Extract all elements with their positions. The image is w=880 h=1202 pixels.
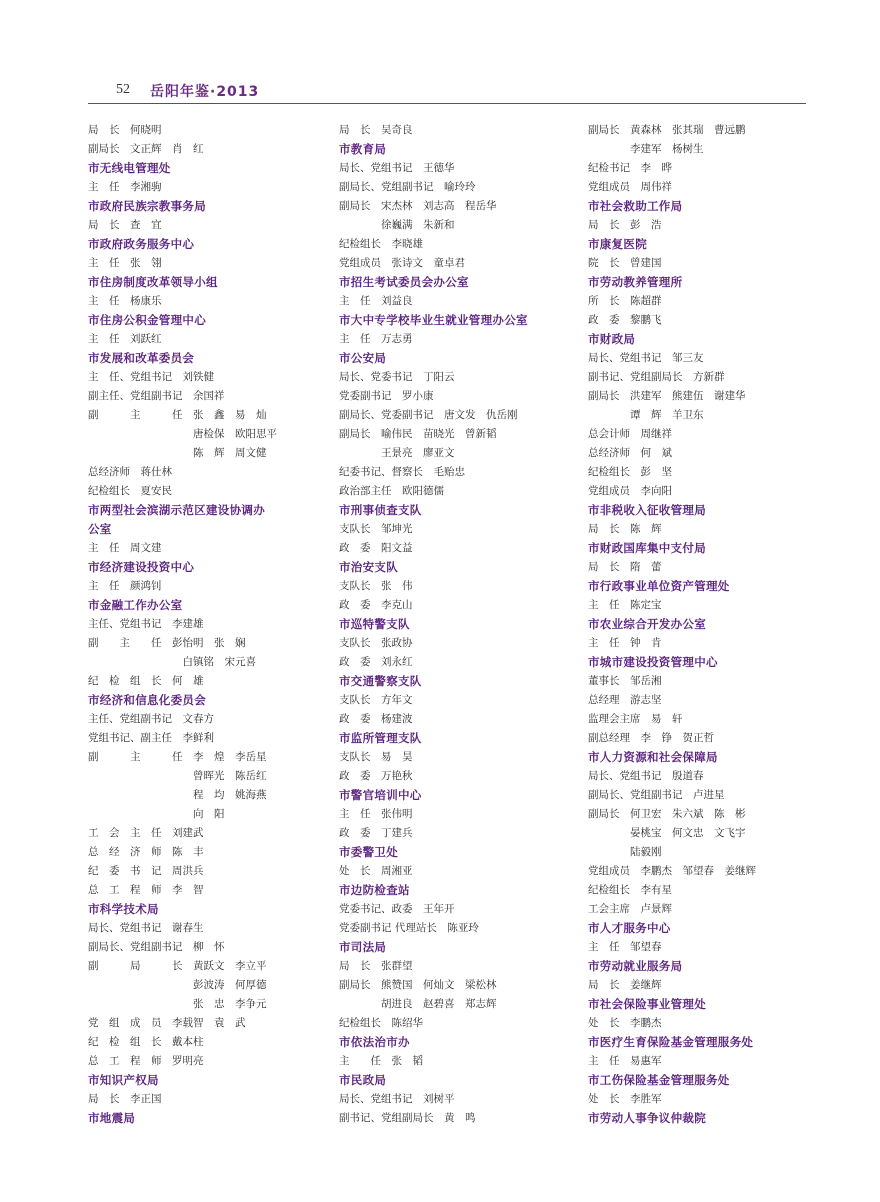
personnel-line: 党 组 成 员 李载智 袁 武 [88,1017,246,1029]
personnel-line: 纪检书记 李 晔 [588,162,672,174]
personnel-line: 纪检组长 李晓雄 [339,238,423,250]
personnel-line: 纪 检 组 长 戴本柱 [88,1036,204,1048]
personnel-line: 副局长 何卫宏 朱六斌 陈 彬 [588,808,746,820]
personnel-line: 总经理 游志坚 [588,694,662,706]
personnel-line: 纪检组长 夏安民 [88,485,172,497]
personnel-line: 副 局 长 黄跃文 李立平 [88,960,267,972]
section-heading: 市地震局 [88,1111,136,1125]
personnel-line: 政治部主任 欧阳德儒 [339,485,444,497]
personnel-line: 支队长 易 昊 [339,751,413,763]
section-heading: 市交通警察支队 [339,674,422,688]
personnel-line: 党组成员 李向阳 [588,485,672,497]
personnel-line: 工会主席 卢景辉 [588,903,672,915]
section-heading: 市康复医院 [588,237,647,251]
personnel-line: 主 任 陈定宝 [588,599,662,611]
personnel-line: 主 任 邹望春 [588,941,662,953]
personnel-line: 副局长 喻伟民 苗晓光 曾新韬 [339,428,497,440]
section-heading: 市财政局 [588,332,636,346]
personnel-line: 局 长 吴奇良 [339,124,413,136]
continuation-line: 唐检保 欧阳思平 [88,428,277,440]
continuation-line: 彭波涛 何厚德 [88,979,267,991]
section-heading: 市社会保险事业管理处 [588,997,706,1011]
personnel-line: 主 任 万志勇 [339,333,413,345]
personnel-line: 副局长、党组副书记 卢进星 [588,789,725,801]
personnel-line: 局长、党组书记 谢春生 [88,922,204,934]
section-heading: 市科学技术局 [88,902,159,916]
personnel-line: 党委副书记 罗小康 [339,390,434,402]
personnel-line: 总经济师 蒋仕林 [88,466,172,478]
column-right [588,121,820,1128]
continuation-line: 程 均 姚海燕 [88,789,267,801]
personnel-line: 主 任 杨康乐 [88,295,162,307]
personnel-line: 副 主 任 彭怡明 张 娴 [88,637,246,649]
section-heading: 市边防检查站 [339,883,410,897]
personnel-line: 党委书记、政委 王年开 [339,903,455,915]
personnel-line: 局 长 彭 浩 [588,219,662,231]
personnel-line: 局 长 张群望 [339,960,413,972]
section-heading: 市住房公积金管理中心 [88,313,206,327]
personnel-line: 主 任 易惠军 [588,1055,662,1067]
personnel-line: 党组成员 李鹏杰 邹望春 姜继辉 [588,865,756,877]
section-heading: 市依法治市办 [339,1035,410,1049]
personnel-line: 主 任 刘益良 [339,295,413,307]
personnel-line: 董事长 邹岳湘 [588,675,662,687]
personnel-line: 局长、党组书记 殷道春 [588,770,704,782]
section-heading: 市两型社会滨湖示范区建设协调办 [88,503,265,517]
personnel-line: 监理会主席 易 轩 [588,713,683,725]
section-heading: 市司法局 [339,940,387,954]
personnel-line: 局长、党委书记 丁阳云 [339,371,455,383]
continuation-line: 李建军 杨树生 [588,143,704,155]
personnel-line: 主任、党组书记 李建雄 [88,618,204,630]
section-heading: 市人力资源和社会保障局 [588,750,718,764]
section-heading: 市政府民族宗教事务局 [88,199,206,213]
personnel-line: 局 长 查 宜 [88,219,162,231]
personnel-line: 党组书记、副主任 李鲜利 [88,732,214,744]
personnel-line: 副局长 文正辉 肖 红 [88,143,204,155]
personnel-line: 副局长 黄森林 张其瑞 曹远鹏 [588,124,746,136]
personnel-line: 副书记、党组副局长 方新群 [588,371,725,383]
personnel-line: 党组成员 张诗文 童卓君 [339,257,465,269]
personnel-line: 局长、党组书记 邹三友 [588,352,704,364]
personnel-line: 副局长、党组副书记 喻玲玲 [339,181,476,193]
personnel-line: 局 长 何晓明 [88,124,162,136]
personnel-line: 局 长 陈 辉 [588,523,662,535]
section-heading: 市招生考试委员会办公室 [339,275,469,289]
section-heading: 市知识产权局 [88,1073,159,1087]
running-header [88,80,806,102]
section-heading: 市住房制度改革领导小组 [88,275,218,289]
personnel-line: 主 任 张 韬 [339,1055,423,1067]
personnel-line: 副 主 任 李 煌 李岳星 [88,751,267,763]
section-heading: 市经济建设投资中心 [88,560,195,574]
personnel-line: 处 长 李鹏杰 [588,1017,662,1029]
personnel-line: 总 经 济 师 陈 丰 [88,846,204,858]
personnel-line: 副总经理 李 铮 贺正哲 [588,732,714,744]
personnel-line: 副局长、党委副书记 唐文发 仇岳刚 [339,409,518,421]
personnel-line: 主 任、党组书记 刘铁健 [88,371,214,383]
personnel-line: 总 工 程 师 李 智 [88,884,204,896]
section-heading: 市社会救助工作局 [588,199,683,213]
continuation-line: 白镇铭 宋元喜 [88,656,256,668]
continuation-line: 向 阳 [88,808,225,820]
continuation-line: 张 忠 李争元 [88,998,267,1010]
continuation-line: 胡进良 赵碧喜 郑志辉 [339,998,497,1010]
personnel-line: 支队长 方年文 [339,694,413,706]
personnel-line: 副局长 洪建军 熊建伍 谢建华 [588,390,746,402]
section-heading: 市经济和信息化委员会 [88,693,206,707]
personnel-line: 纪 检 组 长 何 雄 [88,675,204,687]
personnel-line: 党委副书记 代理站长 陈亚玲 [339,922,479,934]
personnel-line: 主 任 李湘驹 [88,181,162,193]
personnel-line: 主 任 张 翎 [88,257,162,269]
personnel-line: 主 任 周文建 [88,542,162,554]
personnel-line: 主 任 颜鸿钊 [88,580,162,592]
section-heading: 市农业综合开发办公室 [588,617,706,631]
section-heading: 市劳动就业服务局 [588,959,683,973]
section-heading: 市巡特警支队 [339,617,410,631]
book-title: 岳阳年鉴·2013 [150,84,260,100]
section-heading: 市非税收入征收管理局 [588,503,706,517]
personnel-line: 政 委 阳文益 [339,542,413,554]
personnel-line: 工 会 主 任 刘建武 [88,827,204,839]
personnel-line: 纪 委 书 记 周洪兵 [88,865,204,877]
section-heading: 市金融工作办公室 [88,598,183,612]
continuation-line: 晏桃宝 何文忠 文飞宇 [588,827,746,839]
header-rule [88,103,806,104]
section-heading: 市人才服务中心 [588,921,671,935]
personnel-line: 主 任 张伟明 [339,808,413,820]
section-heading: 市城市建设投资管理中心 [588,655,718,669]
personnel-line: 支队长 张政协 [339,637,413,649]
page-number: 52 [116,82,130,97]
personnel-line: 总会计师 周继祥 [588,428,672,440]
personnel-line: 副局长 熊赞国 何灿文 梁松林 [339,979,497,991]
section-heading: 市工伤保险基金管理服务处 [588,1073,730,1087]
personnel-line: 副局长、党组副书记 柳 怀 [88,941,225,953]
personnel-line: 政 委 李克山 [339,599,413,611]
personnel-line: 局长、党组书记 刘树平 [339,1093,455,1105]
personnel-line: 局 长 姜继辉 [588,979,662,991]
section-heading: 市委警卫处 [339,845,398,859]
continuation-line: 谭 辉 羊卫东 [588,409,704,421]
personnel-line: 处 长 周湘亚 [339,865,413,877]
personnel-line: 局 长 隋 蕾 [588,561,662,573]
personnel-line: 党组成员 周伟祥 [588,181,672,193]
personnel-line: 政 委 黎鹏飞 [588,314,662,326]
personnel-line: 政 委 杨建波 [339,713,413,725]
section-heading: 市治安支队 [339,560,398,574]
section-heading: 市无线电管理处 [88,161,171,175]
personnel-line: 纪检组长 陈绍华 [339,1017,423,1029]
personnel-line: 总经济师 何 斌 [588,447,672,459]
section-heading: 市公安局 [339,351,387,365]
section-heading: 市发展和改革委员会 [88,351,195,365]
continuation-line: 陈 辉 周文健 [88,447,267,459]
personnel-line: 主 任 刘跃红 [88,333,162,345]
personnel-line: 纪检组长 彭 坚 [588,466,672,478]
personnel-line: 副主任、党组副书记 余国祥 [88,390,225,402]
column-left [88,121,320,1128]
section-heading: 市医疗生育保险基金管理服务处 [588,1035,754,1049]
continuation-line: 王景亮 廖亚文 [339,447,455,459]
personnel-line: 副局长 宋杰林 刘志高 程岳华 [339,200,497,212]
personnel-line: 处 长 李胜军 [588,1093,662,1105]
personnel-line: 主 任 钟 肯 [588,637,662,649]
section-heading: 市教育局 [339,142,387,156]
personnel-line: 主任、党组副书记 文春方 [88,713,214,725]
personnel-line: 副书记、党组副局长 黄 鸣 [339,1112,476,1124]
section-heading: 市财政国库集中支付局 [588,541,706,555]
section-heading: 市刑事侦查支队 [339,503,422,517]
column-middle [339,121,571,1128]
section-heading: 市大中专学校毕业生就业管理办公室 [339,313,528,327]
personnel-line: 支队长 邹坤光 [339,523,413,535]
personnel-line: 政 委 刘永红 [339,656,413,668]
section-heading: 市警官培训中心 [339,788,422,802]
section-heading: 市行政事业单位资产管理处 [588,579,730,593]
section-heading: 公室 [88,522,112,536]
section-heading: 市政府政务服务中心 [88,237,195,251]
personnel-line: 局 长 李正国 [88,1093,162,1105]
personnel-line: 支队长 张 伟 [339,580,413,592]
continuation-line: 曾晖光 陈岳红 [88,770,267,782]
personnel-line: 副 主 任 张 鑫 易 灿 [88,409,267,421]
personnel-line: 政 委 丁建兵 [339,827,413,839]
personnel-line: 政 委 万艳秋 [339,770,413,782]
personnel-line: 局长、党组书记 王德华 [339,162,455,174]
section-heading: 市劳动教养管理所 [588,275,683,289]
section-heading: 市劳动人事争议仲裁院 [588,1111,706,1125]
continuation-line: 陆毅刚 [588,846,662,858]
section-heading: 市民政局 [339,1073,387,1087]
section-heading: 市监所管理支队 [339,731,422,745]
personnel-line: 所 长 陈超群 [588,295,662,307]
personnel-line: 总 工 程 师 罗明亮 [88,1055,204,1067]
personnel-line: 纪委书记、督察长 毛贻忠 [339,466,465,478]
continuation-line: 徐巍满 朱新和 [339,219,455,231]
personnel-line: 纪检组长 李有星 [588,884,672,896]
personnel-line: 院 长 曾建国 [588,257,662,269]
